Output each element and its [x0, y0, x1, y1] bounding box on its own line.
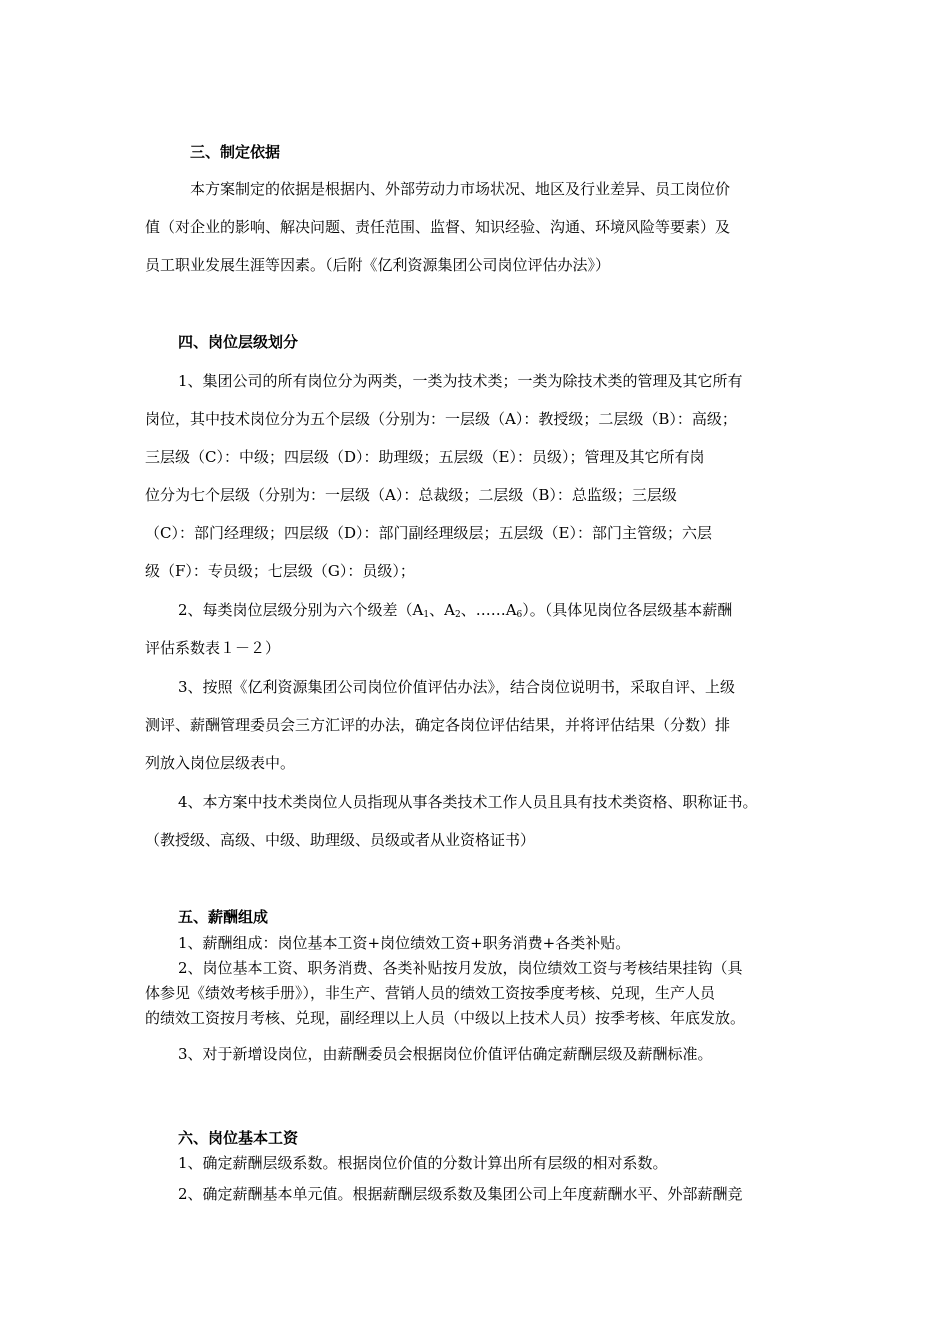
- subscript: 2: [454, 610, 461, 620]
- paragraph-line: 本方案制定的依据是根据内、外部劳动力市场状况、地区及行业差异、员工岗位价: [190, 180, 731, 198]
- paragraph-line: 3、按照《亿利资源集团公司岗位价值评估办法》，结合岗位说明书，采取自评、上级: [178, 678, 736, 696]
- paragraph-line: 评估系数表１－２）: [145, 639, 281, 657]
- section-3-heading: 三、制定依据: [190, 143, 281, 161]
- section-4-heading: 四、岗位层级划分: [178, 333, 299, 351]
- paragraph-line: 级（F）：专员级；七层级（G）：员级）；: [145, 562, 415, 580]
- paragraph-line: 4、本方案中技术类岗位人员指现从事各类技术工作人员且具有技术类资格、职称证书。: [178, 793, 758, 811]
- paragraph-line: 3、对于新增设岗位，由薪酬委员会根据岗位价值评估确定薪酬层级及薪酬标准。: [178, 1045, 713, 1063]
- paragraph-line: 岗位，其中技术岗位分为五个层级（分别为：一层级（A）：教授级；二层级（B）：高级；: [145, 410, 737, 428]
- text-fragment: 、A: [429, 601, 455, 619]
- paragraph-line: 体参见《绩效考核手册》），非生产、营销人员的绩效工资按季度考核、兑现，生产人员: [145, 984, 716, 1002]
- paragraph-line: 2、确定薪酬基本单元值。根据薪酬层级系数及集团公司上年度薪酬水平、外部薪酬竞: [178, 1185, 743, 1203]
- subscript: 6: [516, 610, 523, 620]
- section-5-heading: 五、薪酬组成: [178, 908, 269, 926]
- text-fragment: 、……A: [460, 601, 517, 619]
- paragraph-line: 2、岗位基本工资、职务消费、各类补贴按月发放，岗位绩效工资与考核结果挂钩（具: [178, 959, 743, 977]
- paragraph-line: 1、集团公司的所有岗位分为两类，一类为技术类；一类为除技术类的管理及其它所有: [178, 372, 743, 390]
- paragraph-line-with-subscripts: [178, 599, 810, 620]
- subscript: 1: [423, 610, 430, 620]
- paragraph-line: 1、薪酬组成：岗位基本工资+岗位绩效工资+职务消费+各类补贴。: [178, 934, 631, 952]
- paragraph-line: 列放入岗位层级表中。: [145, 754, 296, 772]
- paragraph-line: 1、确定薪酬层级系数。根据岗位价值的分数计算出所有层级的相对系数。: [178, 1154, 668, 1172]
- paragraph-line: 员工职业发展生涯等因素。（后附《亿利资源集团公司岗位评估办法》）: [145, 256, 611, 274]
- text-fragment: 2、每类岗位层级分别为六个级差（A: [178, 601, 424, 619]
- paragraph-line: 的绩效工资按月考核、兑现，副经理以上人员（中级以上技术人员）按季考核、年底发放。: [145, 1009, 746, 1027]
- text-fragment: ）。（具体见岗位各层级基本薪酬: [522, 601, 733, 619]
- section-6-heading: 六、岗位基本工资: [178, 1129, 299, 1147]
- paragraph-line: 测评、薪酬管理委员会三方汇评的办法，确定各岗位评估结果，并将评估结果（分数）排: [145, 716, 731, 734]
- paragraph-line: （教授级、高级、中级、助理级、员级或者从业资格证书）: [145, 831, 536, 849]
- paragraph-line: 位分为七个层级（分别为：一层级（A）：总裁级；二层级（B）：总监级；三层级: [145, 486, 677, 504]
- paragraph-line: （C）：部门经理级；四层级（D）：部门副经理级层；五层级（E）：部门主管级；六层: [145, 524, 712, 542]
- paragraph-line: 值（对企业的影响、解决问题、责任范围、监督、知识经验、沟通、环境风险等要素）及: [145, 218, 731, 236]
- paragraph-line: 三层级（C）：中级；四层级（D）：助理级；五层级（E）：员级）；管理及其它所有岗: [145, 448, 705, 466]
